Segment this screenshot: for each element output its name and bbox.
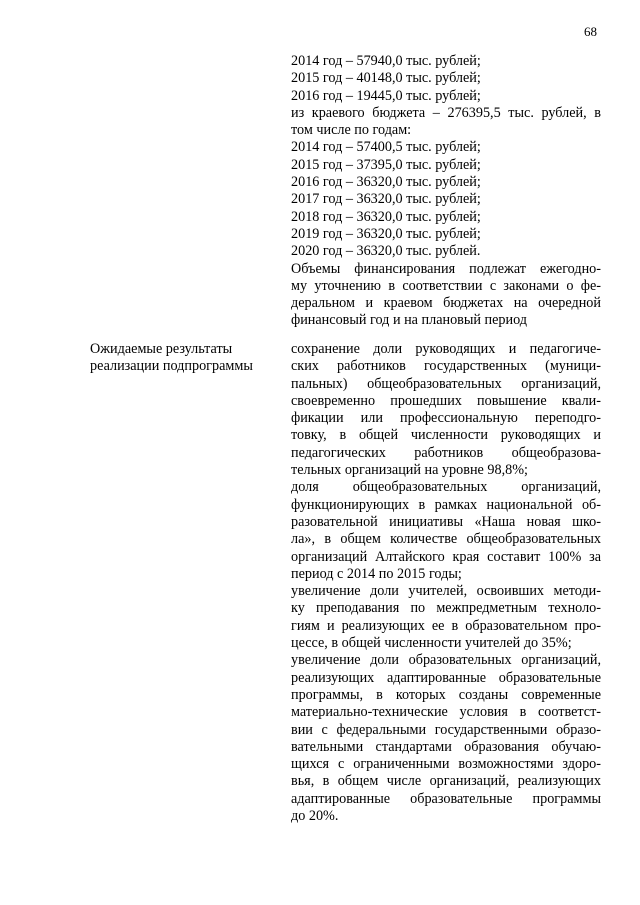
text-line: вья, в общем числе организаций, реализующих <box>291 773 601 790</box>
text-line: деральном и краевом бюджетах на очередной <box>291 295 601 312</box>
text-line: увеличение доли учителей, освоивших методи- <box>291 583 601 600</box>
text-line: 2016 год – 36320,0 тыс. рублей; <box>291 174 481 191</box>
text-line: ских работников государственных (муници- <box>291 358 601 375</box>
text-line: программы, в которых созданы современные <box>291 686 601 703</box>
text-line: разовательной инициативы «Наша новая шко- <box>291 513 601 530</box>
text-line: ла», в общем количестве общеобразовательных <box>291 531 601 548</box>
text-line: 2015 год – 40148,0 тыс. рублей; <box>291 70 481 87</box>
text-line: 2015 год – 37395,0 тыс. рублей; <box>291 156 481 173</box>
text-line: фикации или профессиональную переподго- <box>291 410 601 427</box>
text-line: из краевого бюджета – 276395,5 тыс. рублей, в <box>291 104 601 121</box>
text-line: доля общеобразовательных организаций, <box>291 479 601 496</box>
page-number: 68 <box>584 24 597 39</box>
text-line: 2018 год – 36320,0 тыс. рублей; <box>291 208 481 225</box>
text-line: 2017 год – 36320,0 тыс. рублей; <box>291 191 481 208</box>
expected-results-text-block <box>291 341 601 825</box>
text-line: 2016 год – 19445,0 тыс. рублей; <box>291 87 481 104</box>
expected-results-label <box>90 341 280 376</box>
text-line: период с 2014 по 2015 годы; <box>291 565 462 582</box>
text-line: педагогических работников общеобразова- <box>291 444 601 461</box>
text-line: тельных организаций на уровне 98,8%; <box>291 462 528 479</box>
text-line: вии с федеральными государственными образо- <box>291 721 601 738</box>
text-line: му уточнению в соответствии с законами о фе- <box>291 277 601 294</box>
text-line: организаций Алтайского края составит 100% за <box>291 548 601 565</box>
label-line: Ожидаемые результаты <box>90 341 233 357</box>
text-line: увеличение доли образовательных организаций, <box>291 652 601 669</box>
text-line: ку преподавания по межпредметным техноло- <box>291 600 601 617</box>
text-line: товку, в общей численности руководящих и <box>291 427 601 444</box>
text-line: вательными стандартами образования обучаю- <box>291 738 601 755</box>
funding-text-block <box>291 53 601 330</box>
text-line: 2020 год – 36320,0 тыс. рублей. <box>291 243 481 260</box>
text-line: 2014 год – 57940,0 тыс. рублей; <box>291 53 481 69</box>
text-line: цессе, в общей численности учителей до 35%; <box>291 635 572 652</box>
label-line: реализации подпрограммы <box>90 358 253 375</box>
text-line: пальных) общеобразовательных организаций, <box>291 375 601 392</box>
text-line: до 20%. <box>291 808 339 825</box>
text-line: том числе по годам: <box>291 122 412 139</box>
text-line: 2019 год – 36320,0 тыс. рублей; <box>291 225 481 242</box>
text-line: 2014 год – 57400,5 тыс. рублей; <box>291 139 481 156</box>
text-line: адаптированные образовательные программы <box>291 790 601 807</box>
text-line: сохранение доли руководящих и педагогиче- <box>291 341 601 357</box>
text-line: функционирующих в рамках национальной об- <box>291 496 601 513</box>
text-line: реализующих адаптированные образовательные <box>291 669 601 686</box>
text-line: гиям и реализующих ее в образовательном про- <box>291 617 601 634</box>
text-line: материально-технические условия в соответст- <box>291 704 601 721</box>
text-line: финансовый год и на плановый период <box>291 312 528 329</box>
text-line: своевременно прошедших повышение квали- <box>291 392 601 409</box>
text-line: щихся с ограниченными возможностями здоро- <box>291 756 601 773</box>
text-line: Объемы финансирования подлежат ежегодно- <box>291 260 601 277</box>
